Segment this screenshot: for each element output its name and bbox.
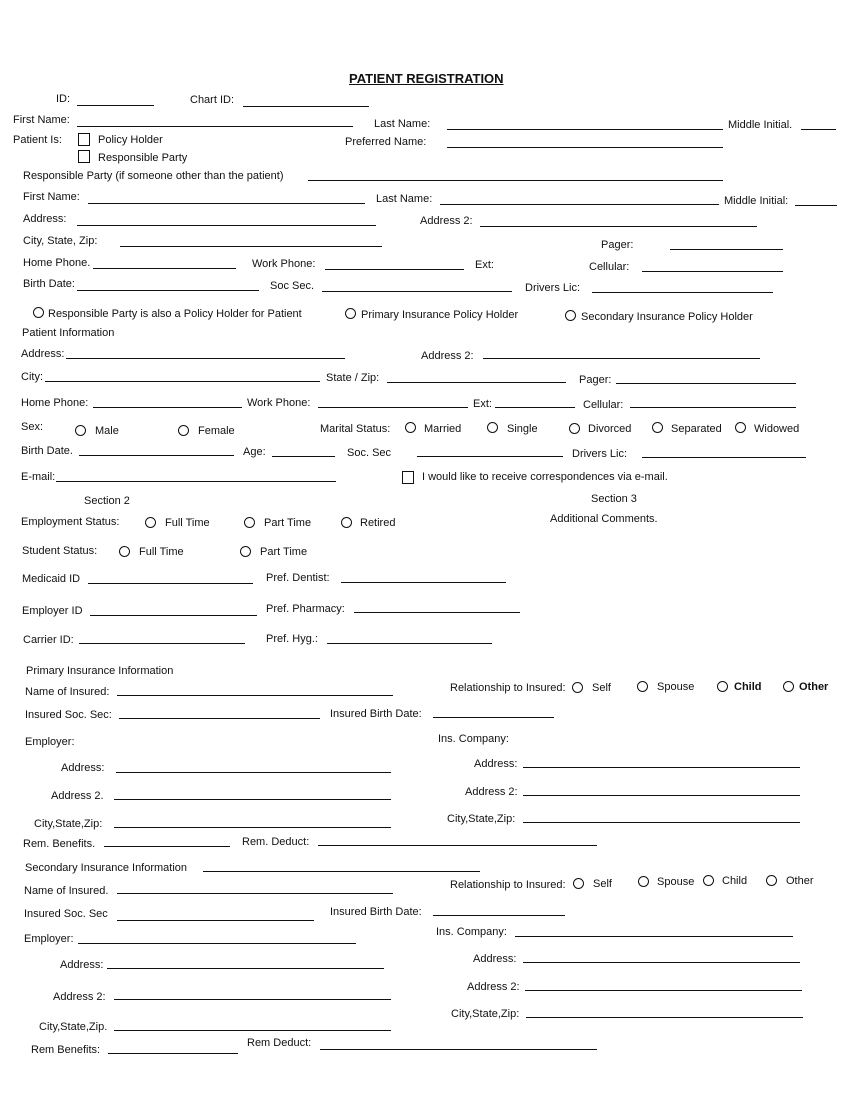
- pt-work-phone-field[interactable]: [318, 407, 468, 408]
- sec-child-radio[interactable]: [703, 875, 714, 886]
- pt-work-phone-label: Work Phone:: [247, 397, 311, 409]
- rp-birth-date-label: Birth Date:: [23, 278, 75, 290]
- rp-home-phone-label: Home Phone.: [23, 257, 91, 269]
- sec-rem-deduct-label: Rem Deduct:: [247, 1037, 312, 1049]
- rp-cellular-label: Cellular:: [589, 261, 630, 273]
- marital-single-radio[interactable]: [487, 422, 498, 433]
- pt-city-label: City:: [21, 371, 43, 383]
- sec-co-city-label: City,State,Zip:: [451, 1008, 520, 1020]
- pri-address-field[interactable]: [116, 772, 391, 773]
- pt-address-field[interactable]: [66, 358, 345, 359]
- sec-city-label: City,State,Zip.: [39, 1021, 108, 1033]
- pref-dentist-label: Pref. Dentist:: [266, 572, 330, 584]
- sec-spouse-radio[interactable]: [638, 876, 649, 887]
- rp-birth-date-field[interactable]: [77, 290, 259, 291]
- rp-pager-field[interactable]: [670, 249, 783, 250]
- rp-first-name-label: First Name:: [23, 191, 80, 203]
- student-full-time-radio[interactable]: [119, 546, 130, 557]
- pri-co-address-field[interactable]: [523, 767, 800, 768]
- employment-part-time-label: Part Time: [264, 517, 312, 529]
- student-part-time-label: Part Time: [260, 546, 308, 558]
- marital-divorced-label: Divorced: [588, 423, 632, 435]
- employment-part-time-radio[interactable]: [244, 517, 255, 528]
- first-name-field[interactable]: [77, 126, 353, 127]
- rp-drivers-lic-label: Drivers Lic:: [525, 282, 581, 294]
- responsible-party-checkbox[interactable]: [78, 150, 90, 163]
- sec-name-insured-label: Name of Insured.: [24, 885, 109, 897]
- rp-middle-initial-field[interactable]: [795, 205, 837, 206]
- pt-address-label: Address:: [21, 348, 65, 360]
- sec-co-city-field[interactable]: [526, 1017, 803, 1018]
- rp-address2-field[interactable]: [480, 226, 757, 227]
- rp-pager-label: Pager:: [601, 239, 634, 251]
- marital-married-radio[interactable]: [405, 422, 416, 433]
- pri-rem-deduct-field[interactable]: [318, 845, 597, 846]
- email-correspondence-label: I would like to receive correspondences via e-mail.: [422, 471, 668, 483]
- sec-co-address-label: Address:: [473, 953, 517, 965]
- last-name-field[interactable]: [447, 129, 723, 130]
- pri-spouse-radio[interactable]: [637, 681, 648, 692]
- pri-co-city-label: City,State,Zip:: [447, 813, 516, 825]
- sex-female-label: Female: [198, 425, 235, 437]
- pref-hyg-label: Pref. Hyg.:: [266, 633, 318, 645]
- medicaid-id-field[interactable]: [88, 583, 253, 584]
- sec-rem-deduct-field[interactable]: [320, 1049, 597, 1050]
- secondary-insurance-field[interactable]: [203, 871, 480, 872]
- sec-address-field[interactable]: [107, 968, 384, 969]
- rp-address2-label: Address 2:: [420, 215, 473, 227]
- sec-address2-field[interactable]: [114, 999, 391, 1000]
- marital-status-label: Marital Status:: [320, 423, 391, 435]
- carrier-id-field[interactable]: [79, 643, 245, 644]
- marital-divorced-radio[interactable]: [569, 423, 580, 434]
- pri-soc-sec-field[interactable]: [119, 718, 320, 719]
- rp-ext-label: Ext:: [475, 259, 494, 271]
- sec-ins-company-label: Ins. Company:: [436, 926, 507, 938]
- middle-initial-label: Middle Initial.: [728, 119, 793, 131]
- rp-work-phone-field[interactable]: [325, 269, 464, 270]
- pri-relationship-label: Relationship to Insured:: [450, 682, 566, 694]
- rp-policy-holder-option: Responsible Party is also a Policy Holder for Patient: [48, 308, 302, 320]
- rp-first-name-field[interactable]: [88, 203, 365, 204]
- sec-relationship-label: Relationship to Insured:: [450, 879, 566, 891]
- rp-cellular-field[interactable]: [642, 271, 783, 272]
- sec-spouse-label: Spouse: [657, 876, 695, 888]
- patient-info-heading: Patient Information: [22, 327, 115, 339]
- rp-city-state-zip-label: City, State, Zip:: [23, 235, 98, 247]
- patient-is-label: Patient Is:: [13, 134, 62, 146]
- page-title: PATIENT REGISTRATION: [349, 71, 504, 86]
- marital-widowed-label: Widowed: [754, 423, 800, 435]
- sec-name-insured-field[interactable]: [117, 893, 393, 894]
- carrier-id-label: Carrier ID:: [23, 634, 74, 646]
- pref-hyg-field[interactable]: [327, 643, 492, 644]
- rp-soc-sec-field[interactable]: [322, 291, 512, 292]
- pt-home-phone-field[interactable]: [93, 407, 242, 408]
- pt-drivers-lic-label: Drivers Lic:: [572, 448, 628, 460]
- first-name-label: First Name:: [13, 114, 70, 126]
- pri-address2-field[interactable]: [114, 799, 391, 800]
- pt-pager-label: Pager:: [579, 374, 612, 386]
- id-field[interactable]: [77, 105, 154, 106]
- pri-employer-label: Employer:: [25, 736, 75, 748]
- rp-last-name-label: Last Name:: [376, 193, 433, 205]
- pt-age-field[interactable]: [272, 456, 335, 457]
- sec-co-address2-field[interactable]: [525, 990, 802, 991]
- pref-dentist-field[interactable]: [341, 582, 506, 583]
- sec-employer-label: Employer:: [24, 933, 74, 945]
- pt-birth-date-field[interactable]: [79, 455, 234, 456]
- sec-address-label: Address:: [60, 959, 104, 971]
- responsible-party-name-field[interactable]: [308, 180, 723, 181]
- responsible-party-label: Responsible Party: [98, 152, 188, 164]
- pt-pager-field[interactable]: [616, 383, 796, 384]
- sec-city-field[interactable]: [114, 1030, 391, 1031]
- sec-other-radio[interactable]: [766, 875, 777, 886]
- rp-home-phone-field[interactable]: [93, 268, 236, 269]
- pri-rem-benefits-label: Rem. Benefits.: [23, 838, 96, 850]
- pri-self-label: Self: [592, 682, 611, 694]
- employment-status-label: Employment Status:: [21, 516, 120, 528]
- student-full-time-label: Full Time: [139, 546, 184, 558]
- pri-name-insured-field[interactable]: [117, 695, 393, 696]
- middle-initial-field[interactable]: [801, 129, 836, 130]
- pt-email-label: E-mail:: [21, 471, 56, 483]
- sec-birth-date-label: Insured Birth Date:: [330, 906, 422, 918]
- secondary-holder-option: Secondary Insurance Policy Holder: [581, 311, 753, 323]
- pt-cellular-label: Cellular:: [583, 399, 624, 411]
- rp-drivers-lic-field[interactable]: [592, 292, 773, 293]
- section2-heading: Section 2: [84, 495, 130, 507]
- rp-soc-sec-label: Soc Sec.: [270, 280, 315, 292]
- secondary-insurance-heading: Secondary Insurance Information: [25, 862, 188, 874]
- rp-address-field[interactable]: [77, 225, 376, 226]
- policy-holder-label: Policy Holder: [98, 134, 163, 146]
- sex-female-radio[interactable]: [178, 425, 189, 436]
- pt-cellular-field[interactable]: [630, 407, 796, 408]
- pt-state-zip-label: State / Zip:: [326, 372, 380, 384]
- rp-middle-initial-label: Middle Initial:: [724, 195, 789, 207]
- pref-pharmacy-label: Pref. Pharmacy:: [266, 603, 345, 615]
- pri-co-city-field[interactable]: [523, 822, 800, 823]
- pt-ext-field[interactable]: [495, 407, 575, 408]
- employment-full-time-radio[interactable]: [145, 517, 156, 528]
- student-status-label: Student Status:: [22, 545, 98, 557]
- pt-address2-field[interactable]: [483, 358, 760, 359]
- employment-retired-label: Retired: [360, 517, 396, 529]
- responsible-party-heading: Responsible Party (if someone other than the patient): [23, 170, 284, 182]
- pt-ext-label: Ext:: [473, 398, 492, 410]
- pri-rem-deduct-label: Rem. Deduct:: [242, 836, 310, 848]
- employment-full-time-label: Full Time: [165, 517, 210, 529]
- chart-id-field[interactable]: [243, 106, 369, 107]
- sec-other-label: Other: [786, 875, 814, 887]
- sec-employer-field[interactable]: [78, 943, 356, 944]
- section3-heading: Section 3: [591, 493, 637, 505]
- pri-name-insured-label: Name of Insured:: [25, 686, 110, 698]
- pt-drivers-lic-field[interactable]: [642, 457, 806, 458]
- pt-birth-date-label: Birth Date.: [21, 445, 73, 457]
- sec-soc-sec-field[interactable]: [117, 920, 314, 921]
- marital-separated-radio[interactable]: [652, 422, 663, 433]
- pri-birth-date-label: Insured Birth Date:: [330, 708, 422, 720]
- marital-married-label: Married: [424, 423, 462, 435]
- pri-city-label: City,State,Zip:: [34, 818, 103, 830]
- pt-age-label: Age:: [243, 446, 266, 458]
- pri-spouse-label: Spouse: [657, 681, 695, 693]
- sex-male-radio[interactable]: [75, 425, 86, 436]
- pri-child-radio[interactable]: [717, 681, 728, 692]
- pri-co-address2-label: Address 2:: [465, 786, 518, 798]
- sec-child-label: Child: [722, 875, 748, 887]
- employer-id-label: Employer ID: [22, 605, 83, 617]
- pri-address2-label: Address 2.: [51, 790, 104, 802]
- pt-home-phone-label: Home Phone:: [21, 397, 89, 409]
- pt-soc-sec-label: Soc. Sec: [347, 447, 392, 459]
- pri-city-field[interactable]: [114, 827, 391, 828]
- pri-ins-company-label: Ins. Company:: [438, 733, 509, 745]
- sec-co-address-field[interactable]: [523, 962, 800, 963]
- pri-address-label: Address:: [61, 762, 105, 774]
- employment-retired-radio[interactable]: [341, 517, 352, 528]
- pri-child-label: Child: [734, 681, 762, 693]
- pref-pharmacy-field[interactable]: [354, 612, 520, 613]
- medicaid-id-label: Medicaid ID: [22, 573, 81, 585]
- chart-id-label: Chart ID:: [190, 94, 235, 106]
- primary-holder-radio[interactable]: [345, 308, 356, 319]
- rp-policy-holder-radio[interactable]: [33, 307, 44, 318]
- preferred-name-field[interactable]: [447, 147, 723, 148]
- pt-city-field[interactable]: [45, 381, 320, 382]
- pri-birth-date-field[interactable]: [433, 717, 554, 718]
- additional-comments-label: Additional Comments.: [550, 513, 658, 525]
- marital-widowed-radio[interactable]: [735, 422, 746, 433]
- pri-co-address-label: Address:: [474, 758, 518, 770]
- rp-address-label: Address:: [23, 213, 67, 225]
- pri-other-label: Other: [799, 681, 829, 693]
- sec-self-label: Self: [593, 878, 612, 890]
- sec-rem-benefits-field[interactable]: [108, 1053, 238, 1054]
- student-part-time-radio[interactable]: [240, 546, 251, 557]
- email-correspondence-checkbox[interactable]: [402, 471, 414, 484]
- pt-sex-label: Sex:: [21, 421, 44, 433]
- pri-soc-sec-label: Insured Soc. Sec:: [25, 709, 112, 721]
- id-label: ID:: [56, 93, 71, 105]
- pt-soc-sec-field[interactable]: [417, 456, 563, 457]
- pri-other-radio[interactable]: [783, 681, 794, 692]
- sec-rem-benefits-label: Rem Benefits:: [31, 1044, 101, 1056]
- sec-self-radio[interactable]: [573, 878, 584, 889]
- primary-insurance-heading: Primary Insurance Information: [26, 665, 174, 677]
- sec-co-address2-label: Address 2:: [467, 981, 520, 993]
- pt-address2-label: Address 2:: [421, 350, 474, 362]
- sex-male-label: Male: [95, 425, 119, 437]
- pri-co-address2-field[interactable]: [523, 795, 800, 796]
- marital-separated-label: Separated: [671, 423, 722, 435]
- employer-id-field[interactable]: [90, 615, 257, 616]
- sec-ins-company-field[interactable]: [515, 936, 793, 937]
- marital-single-label: Single: [507, 423, 538, 435]
- preferred-name-label: Preferred Name:: [345, 136, 427, 148]
- pri-rem-benefits-field[interactable]: [104, 846, 230, 847]
- pt-state-zip-field[interactable]: [387, 382, 566, 383]
- primary-holder-option: Primary Insurance Policy Holder: [361, 309, 519, 321]
- rp-city-state-zip-field[interactable]: [120, 246, 382, 247]
- sec-address2-label: Address 2:: [53, 991, 106, 1003]
- pt-email-field[interactable]: [56, 481, 336, 482]
- rp-work-phone-label: Work Phone:: [252, 258, 316, 270]
- pri-self-radio[interactable]: [572, 682, 583, 693]
- sec-birth-date-field[interactable]: [433, 915, 565, 916]
- rp-last-name-field[interactable]: [440, 204, 719, 205]
- sec-soc-sec-label: Insured Soc. Sec: [24, 908, 108, 920]
- last-name-label: Last Name:: [374, 118, 431, 130]
- policy-holder-checkbox[interactable]: [78, 133, 90, 146]
- secondary-holder-radio[interactable]: [565, 310, 576, 321]
